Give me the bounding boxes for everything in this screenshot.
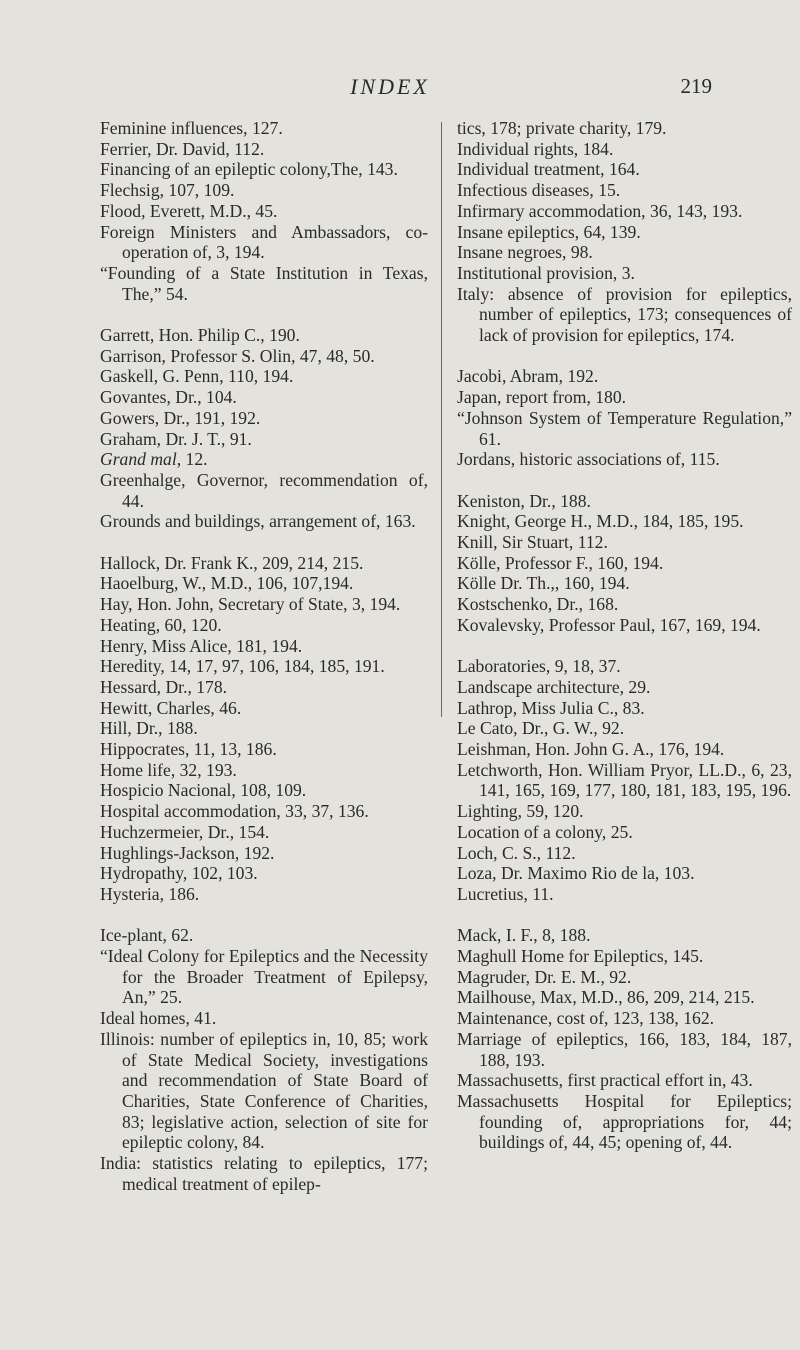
index-entry: Laboratories, 9, 18, 37. (457, 656, 621, 677)
index-entry: Hippocrates, 11, 13, 186. (100, 739, 277, 760)
index-entry: Italy: absence of provision for epileptics, number of epileptics, 173; consequences of lack of provision for epileptics, 174. (457, 283, 792, 346)
index-entry: Illinois: number of epileptics in, 10, 85; work of State Medical Society, investigations and recommendation of State Board of Charities, State Conference of Charities, 83; legislative action, selection of site for epileptic colony, 84. (100, 1028, 428, 1153)
index-entry: Financing of an epileptic colony,The, 143. (100, 159, 398, 180)
index-entry: Hydropathy, 102, 103. (100, 863, 258, 884)
index-entry: Magruder, Dr. E. M., 92. (457, 966, 632, 987)
index-entry: Greenhalge, Governor, recommendation of, 44. (100, 469, 428, 511)
index-entry: Massachusetts, first practical effort in, 43. (457, 1070, 753, 1091)
index-entry: Leishman, Hon. John G. A., 176, 194. (457, 739, 725, 760)
index-entry: Henry, Miss Alice, 181, 194. (100, 635, 303, 656)
index-entry: Home life, 32, 193. (100, 759, 237, 780)
index-entry: “Founding of a State Institution in Texas, The,” 54. (100, 262, 428, 304)
index-entry: Letchworth, Hon. William Pryor, LL.D., 6, 23, 141, 165, 169, 177, 180, 181, 183, 195, 196. (457, 759, 792, 801)
left-column (100, 118, 428, 1215)
index-entry: Flood, Everett, M.D., 45. (100, 200, 278, 221)
index-entry: Hessard, Dr., 178. (100, 676, 228, 697)
index-entry: Ideal homes, 41. (100, 1008, 217, 1029)
index-entry: Haoelburg, W., M.D., 106, 107,194. (100, 573, 354, 594)
index-entry: Infectious diseases, 15. (457, 180, 621, 201)
index-letter-group (100, 553, 428, 905)
index-letter-group (457, 925, 792, 1153)
index-entry: India: statistics relating to epileptics, 177; medical treatment of epilep- (100, 1153, 428, 1194)
index-entry-continuation: tics, 178; private charity, 179. (457, 118, 667, 138)
index-entry: Insane negroes, 98. (457, 242, 593, 263)
index-entry: Garrett, Hon. Philip C., 190. (100, 325, 300, 346)
index-entry: Hewitt, Charles, 46. (100, 697, 242, 718)
index-entry: Infirmary accommodation, 36, 143, 193. (457, 200, 743, 221)
index-entry: Institutional provision, 3. (457, 262, 635, 283)
index-entry: Mack, I. F., 8, 188. (457, 925, 591, 946)
index-entry: Heredity, 14, 17, 97, 106, 184, 185, 191. (100, 656, 385, 677)
index-letter-group (457, 118, 792, 346)
index-entry: Location of a colony, 25. (457, 821, 633, 842)
index-entry: Hill, Dr., 188. (100, 718, 198, 739)
index-entry: Govantes, Dr., 104. (100, 387, 237, 408)
index-entry: Jordans, historic associations of, 115. (457, 449, 720, 470)
index-entry: Ferrier, Dr. David, 112. (100, 138, 265, 159)
index-entry: Gowers, Dr., 191, 192. (100, 407, 261, 428)
index-entry (100, 449, 428, 470)
index-entry: Heating, 60, 120. (100, 614, 222, 635)
index-entry: Hay, Hon. John, Secretary of State, 3, 194. (100, 594, 401, 615)
index-entry: Graham, Dr. J. T., 91. (100, 428, 252, 449)
index-entry-italic-term: Grand mal (100, 449, 177, 470)
index-entry: Landscape architecture, 29. (457, 676, 651, 697)
page-number: 219 (680, 74, 712, 98)
column-divider (441, 122, 442, 717)
index-entry: Loch, C. S., 112. (457, 842, 576, 863)
index-entry: Hospital accommodation, 33, 37, 136. (100, 801, 369, 822)
index-letter-group (457, 366, 792, 470)
index-entry: Individual treatment, 164. (457, 159, 640, 180)
index-entry: Foreign Ministers and Ambassadors, co-operation of, 3, 194. (100, 221, 428, 263)
index-entry: Grounds and buildings, arrangement of, 163. (100, 511, 416, 532)
index-entry: Japan, report from, 180. (457, 387, 627, 408)
index-entry: Individual rights, 184. (457, 138, 614, 159)
index-entry: Flechsig, 107, 109. (100, 180, 235, 201)
index-entry: Insane epileptics, 64, 139. (457, 221, 641, 242)
index-entry: Hughlings-Jackson, 192. (100, 842, 275, 863)
index-entry: Keniston, Dr., 188. (457, 490, 591, 511)
index-entry: Le Cato, Dr., G. W., 92. (457, 718, 625, 739)
index-entry: Massachusetts Hospital for Epileptics; founding of, appropriations for, 44; buildings of, 44, 45; opening of, 44. (457, 1090, 792, 1153)
index-entry: Huchzermeier, Dr., 154. (100, 821, 270, 842)
index-entry: “Johnson System of Temperature Regulation,” 61. (457, 407, 792, 449)
index-entry: Jacobi, Abram, 192. (457, 366, 599, 387)
index-entry: Kostschenko, Dr., 168. (457, 594, 619, 615)
index-entry-rest: , 12. (176, 449, 208, 470)
index-entry: Garrison, Professor S. Olin, 47, 48, 50. (100, 345, 375, 366)
page-header (0, 74, 800, 104)
index-letter-group (100, 325, 428, 532)
index-entry: Ice-plant, 62. (100, 925, 194, 946)
index-entry: Hospicio Nacional, 108, 109. (100, 780, 307, 801)
index-letter-group (457, 656, 792, 904)
index-entry: Maintenance, cost of, 123, 138, 162. (457, 1008, 715, 1029)
index-entry: Gaskell, G. Penn, 110, 194. (100, 366, 294, 387)
index-entry: Maghull Home for Epileptics, 145. (457, 946, 704, 967)
index-letter-group (100, 118, 428, 304)
index-entry: Kovalevsky, Professor Paul, 167, 169, 194. (457, 614, 761, 635)
right-column (457, 118, 792, 1174)
running-title: INDEX (350, 74, 430, 99)
index-entry: “Ideal Colony for Epileptics and the Necessity for the Broader Treatment of Epilepsy, An,” 25. (100, 946, 428, 1008)
index-entry: Kölle, Professor F., 160, 194. (457, 552, 664, 573)
index-entry: Lucretius, 11. (457, 883, 554, 904)
index-entry: Marriage of epileptics, 166, 183, 184, 187, 188, 193. (457, 1028, 792, 1070)
index-entry: Knill, Sir Stuart, 112. (457, 532, 608, 553)
index-entry: Feminine influences, 127. (100, 118, 283, 138)
index-entry: Hallock, Dr. Frank K., 209, 214, 215. (100, 552, 364, 573)
index-letter-group (457, 491, 792, 636)
index-entry: Loza, Dr. Maximo Rio de la, 103. (457, 863, 695, 884)
index-entry: Lighting, 59, 120. (457, 801, 584, 822)
index-entry: Lathrop, Miss Julia C., 83. (457, 697, 645, 718)
index-entry: Mailhouse, Max, M.D., 86, 209, 214, 215. (457, 987, 755, 1008)
index-entry: Hysteria, 186. (100, 883, 200, 904)
index-entry: Knight, George H., M.D., 184, 185, 195. (457, 511, 744, 532)
index-entry: Kölle Dr. Th.,, 160, 194. (457, 573, 630, 594)
index-letter-group (100, 925, 428, 1194)
